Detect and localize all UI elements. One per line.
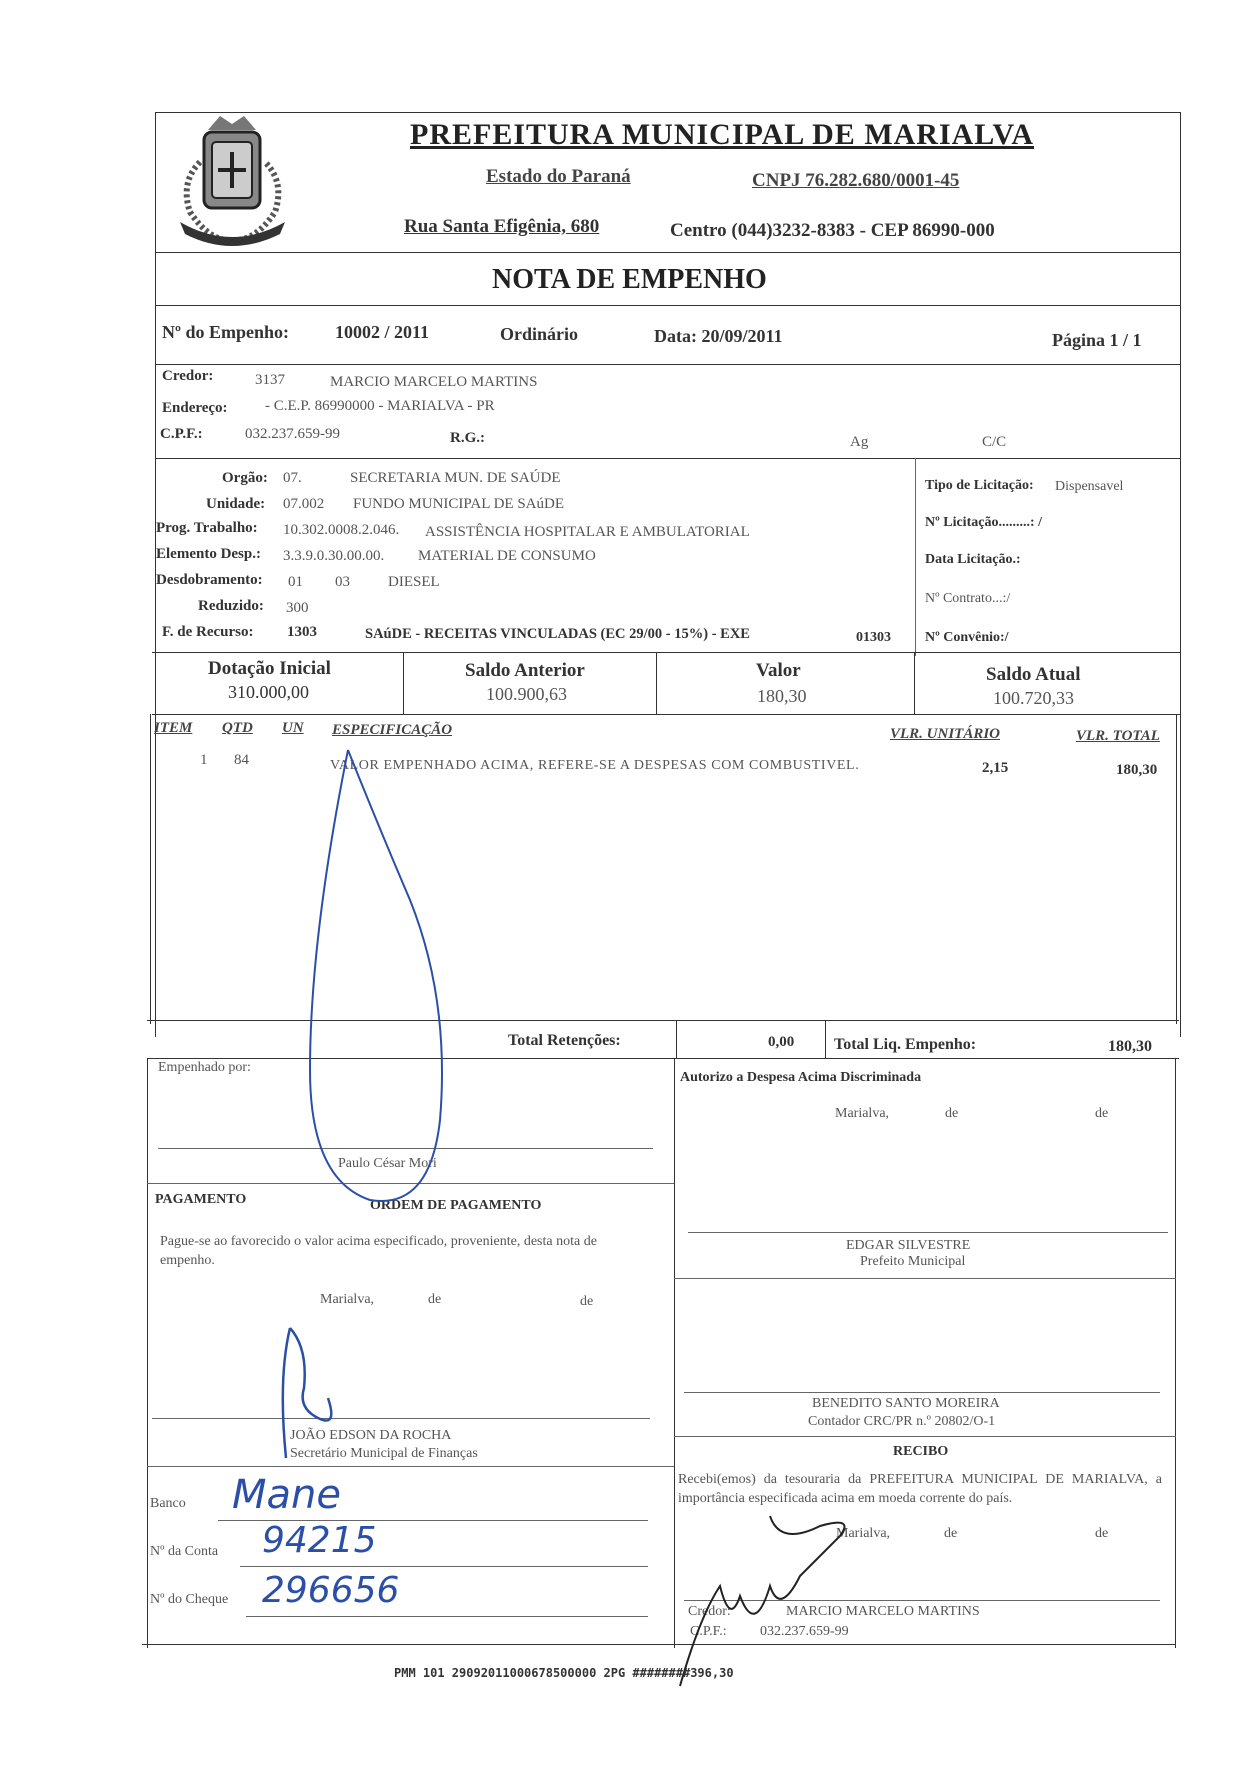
liq-empenho-label: Total Liq. Empenho: bbox=[834, 1036, 977, 1053]
autorizo-de-2: de bbox=[1095, 1106, 1109, 1121]
row-unit: 2,15 bbox=[982, 760, 1009, 776]
cheque-handwritten: 296656 bbox=[262, 1570, 400, 1611]
col-header-espec: ESPECIFICAÇÃO bbox=[332, 722, 453, 738]
retencoes-value: 0,00 bbox=[768, 1034, 795, 1050]
desdobramento-a: 01 bbox=[288, 574, 303, 590]
cheque-label: Nº do Cheque bbox=[150, 1592, 229, 1607]
barcode-line: PMM 101 29092011000678500000 2PG ########396,30 bbox=[394, 1666, 734, 1680]
district-phone-cep: Centro (044)3232-8383 - CEP 86990-000 bbox=[670, 220, 995, 241]
unidade-value: 07.002 bbox=[283, 496, 325, 512]
account-label: C/C bbox=[982, 434, 1007, 450]
recurso-value: 1303 bbox=[287, 624, 317, 640]
recibo-cpf-value: 032.237.659-99 bbox=[760, 1624, 849, 1639]
empenhado-label: Empenhado por: bbox=[158, 1060, 251, 1075]
pagamento-label: PAGAMENTO bbox=[155, 1192, 247, 1207]
orgao-desc: SECRETARIA MUN. DE SAÚDE bbox=[350, 470, 561, 486]
state-name: Estado do Paraná bbox=[486, 166, 631, 187]
document-title: NOTA DE EMPENHO bbox=[492, 264, 767, 295]
licitacao-date: Data Licitação.: bbox=[925, 552, 1021, 567]
col-header-qtd: QTD bbox=[222, 720, 253, 736]
pen-loop-mark bbox=[290, 740, 480, 1210]
elemento-desc: MATERIAL DE CONSUMO bbox=[418, 548, 596, 564]
autorizo-marialva: Marialva, bbox=[835, 1106, 890, 1121]
contador-role: Contador CRC/PR n.º 20802/O-1 bbox=[808, 1414, 996, 1429]
recibo-label: RECIBO bbox=[893, 1444, 949, 1459]
empenho-number: 10002 / 2011 bbox=[335, 322, 430, 342]
desdobramento-b: 03 bbox=[335, 574, 350, 590]
licitacao-number: Nº Licitação.........: / bbox=[925, 515, 1042, 530]
credor-name: MARCIO MARCELO MARTINS bbox=[330, 374, 538, 390]
prefeito-name: EDGAR SILVESTRE bbox=[846, 1238, 971, 1253]
elemento-label: Elemento Desp.: bbox=[156, 546, 261, 562]
autorizo-text: Autorizo a Despesa Acima Discriminada bbox=[680, 1070, 922, 1085]
convenio-number: Nº Convênio:/ bbox=[925, 630, 1009, 645]
cpf-label: C.P.F.: bbox=[160, 426, 203, 442]
empenho-date: Data: 20/09/2011 bbox=[654, 326, 783, 346]
pagamento-de-1: de bbox=[428, 1292, 442, 1307]
elemento-value: 3.3.9.0.30.00.00. bbox=[283, 548, 385, 564]
valor-value: 180,30 bbox=[757, 686, 807, 706]
recurso-code: 01303 bbox=[856, 630, 891, 645]
autorizo-de-1: de bbox=[945, 1106, 959, 1121]
empenhado-name: Paulo César Mori bbox=[338, 1156, 437, 1171]
secretario-name: JOÃO EDSON DA ROCHA bbox=[290, 1428, 452, 1443]
dotacao-inicial-label: Dotação Inicial bbox=[208, 658, 331, 679]
prog-trabalho-label: Prog. Trabalho: bbox=[156, 520, 258, 536]
agency-label: Ag bbox=[850, 434, 869, 450]
rg-label: R.G.: bbox=[450, 430, 485, 446]
reduzido-value: 300 bbox=[286, 600, 309, 616]
banco-handwritten: Mane bbox=[232, 1472, 341, 1518]
desdobramento-desc: DIESEL bbox=[388, 574, 440, 590]
endereco-label: Endereço: bbox=[162, 400, 228, 416]
orgao-label: Orgão: bbox=[222, 470, 268, 486]
prog-trabalho-value: 10.302.0008.2.046. bbox=[283, 522, 400, 538]
unidade-label: Unidade: bbox=[206, 496, 266, 512]
page-number: Página 1 / 1 bbox=[1052, 330, 1142, 350]
pague-text: Pague-se ao favorecido o valor acima especificado, proveniente, desta nota de empenho. bbox=[160, 1234, 597, 1268]
street-address: Rua Santa Efigênia, 680 bbox=[404, 216, 600, 237]
credor-code: 3137 bbox=[255, 372, 285, 388]
contador-name: BENEDITO SANTO MOREIRA bbox=[812, 1396, 1000, 1411]
pagamento-de-2: de bbox=[580, 1294, 594, 1309]
recibo-marialva: Marialva, bbox=[836, 1526, 891, 1541]
recibo-credor-name: MARCIO MARCELO MARTINS bbox=[786, 1604, 980, 1619]
municipality-title: PREFEITURA MUNICIPAL DE MARIALVA bbox=[410, 118, 1035, 151]
credor-label: Credor: bbox=[162, 368, 214, 384]
saldo-atual-value: 100.720,33 bbox=[993, 688, 1074, 708]
col-header-total: VLR. TOTAL bbox=[1076, 728, 1160, 744]
pagamento-marialva: Marialva, bbox=[320, 1292, 375, 1307]
recurso-label: F. de Recurso: bbox=[162, 624, 254, 640]
ordem-pagamento-label: ORDEM DE PAGAMENTO bbox=[370, 1198, 542, 1213]
secretario-role: Secretário Municipal de Finanças bbox=[290, 1446, 478, 1461]
row-item: 1 bbox=[200, 752, 208, 768]
saldo-anterior-value: 100.900,63 bbox=[486, 684, 567, 704]
desdobramento-label: Desdobramento: bbox=[156, 572, 263, 588]
row-espec: VALOR EMPENHADO ACIMA, REFERE-SE A DESPESAS COM COMBUSTIVEL. bbox=[330, 758, 860, 773]
saldo-atual-label: Saldo Atual bbox=[986, 664, 1081, 685]
conta-label: Nº da Conta bbox=[150, 1544, 219, 1559]
empenho-number-label: Nº do Empenho: bbox=[162, 322, 289, 342]
saldo-anterior-label: Saldo Anterior bbox=[465, 660, 585, 681]
unidade-desc: FUNDO MUNICIPAL DE SAúDE bbox=[353, 496, 564, 512]
recibo-de-1: de bbox=[944, 1526, 958, 1541]
endereco-value: - C.E.P. 86990000 - MARIALVA - PR bbox=[265, 398, 495, 414]
reduzido-label: Reduzido: bbox=[198, 598, 264, 614]
banco-label: Banco bbox=[150, 1496, 186, 1511]
recurso-desc: SAúDE - RECEITAS VINCULADAS (EC 29/00 - 15%) - EXE bbox=[365, 626, 750, 642]
row-total: 180,30 bbox=[1116, 762, 1158, 778]
recibo-de-2: de bbox=[1095, 1526, 1109, 1541]
valor-label: Valor bbox=[756, 660, 801, 681]
secretario-signature bbox=[268, 1318, 348, 1468]
tipo-licitacao-label: Tipo de Licitação: bbox=[925, 478, 1034, 493]
recibo-text: Recebi(emos) da tesouraria da PREFEITURA MUNICIPAL DE MARIALVA, a importância especificada acima em moeda corrente do país. bbox=[678, 1472, 1162, 1506]
orgao-value: 07. bbox=[283, 470, 302, 486]
col-header-unit: VLR. UNITÁRIO bbox=[890, 726, 1001, 742]
row-qtd: 84 bbox=[234, 752, 249, 768]
col-header-item: ITEM bbox=[154, 720, 193, 736]
municipal-coat-of-arms bbox=[160, 102, 305, 250]
col-header-un: UN bbox=[282, 720, 304, 736]
dotacao-inicial-value: 310.000,00 bbox=[228, 682, 309, 702]
cpf-value: 032.237.659-99 bbox=[245, 426, 340, 442]
recibo-cpf-label: C.P.F.: bbox=[690, 1624, 727, 1639]
cnpj: CNPJ 76.282.680/0001-45 bbox=[752, 170, 960, 191]
prefeito-role: Prefeito Municipal bbox=[860, 1254, 966, 1269]
recibo-credor-label: Credor: bbox=[688, 1604, 731, 1619]
empenho-type: Ordinário bbox=[500, 324, 579, 344]
retencoes-label: Total Retenções: bbox=[508, 1032, 621, 1049]
tipo-licitacao-value: Dispensavel bbox=[1055, 479, 1124, 494]
contrato-number: Nº Contrato...:/ bbox=[925, 591, 1011, 606]
conta-handwritten: 94215 bbox=[262, 1520, 377, 1561]
liq-empenho-value: 180,30 bbox=[1108, 1038, 1152, 1055]
prog-trabalho-desc: ASSISTÊNCIA HOSPITALAR E AMBULATORIAL bbox=[425, 524, 750, 540]
